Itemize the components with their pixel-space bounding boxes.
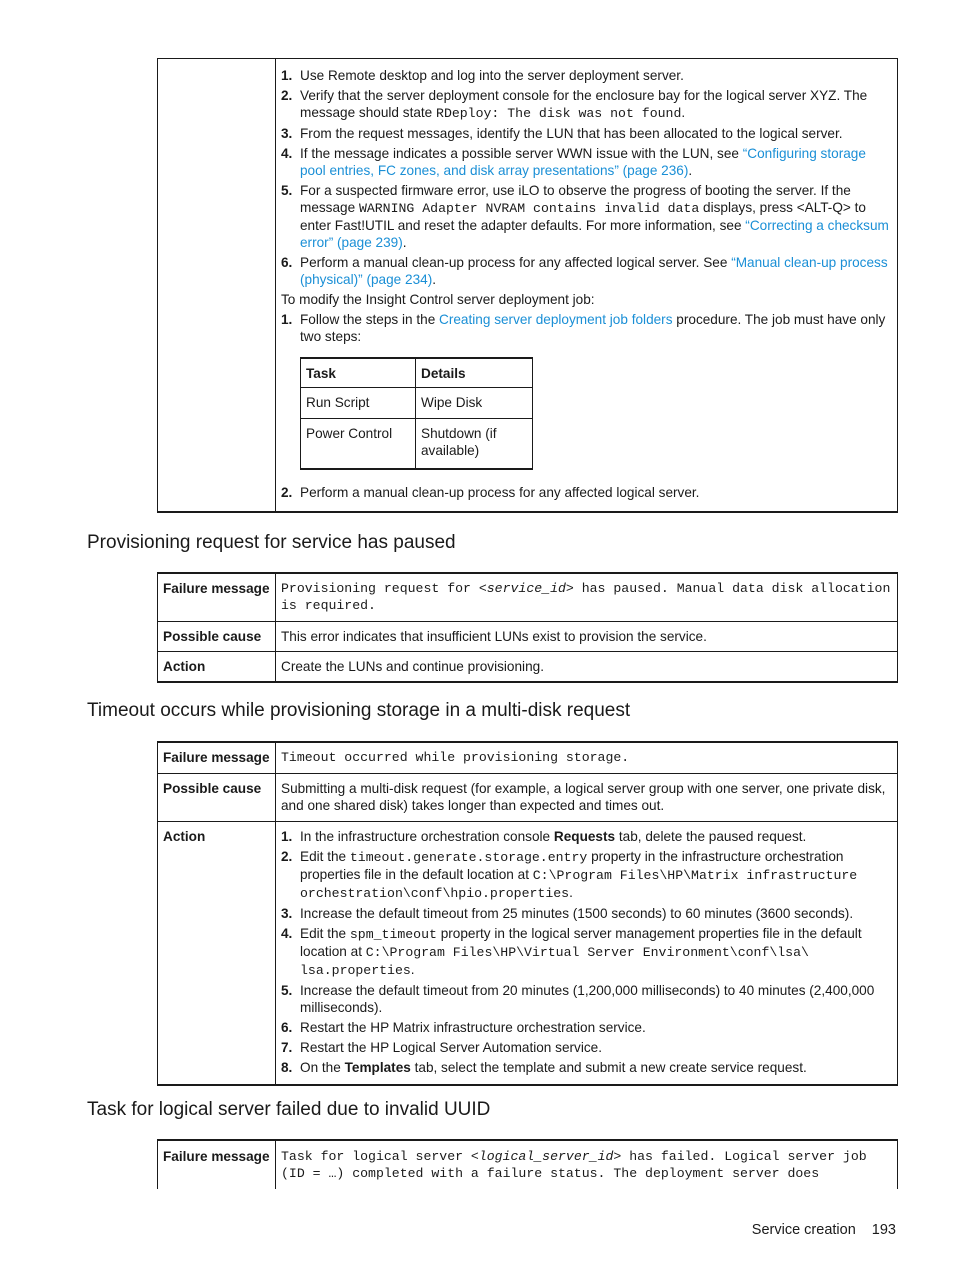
troubleshooting-table-continued bbox=[157, 58, 898, 513]
table-row bbox=[158, 742, 898, 774]
possible-cause-value: Submitting a multi-disk request (for example, a logical server group with one server, one private disk, and one shared disk) takes longer than expected and times out. bbox=[276, 774, 898, 822]
list-item: 3. Increase the default timeout from 25 minutes (1500 seconds) to 60 minutes (3600 seconds). bbox=[281, 906, 854, 921]
table-row bbox=[158, 652, 898, 683]
column-header: Details bbox=[416, 358, 533, 388]
table-row bbox=[158, 774, 898, 822]
list-item: 1. In the infrastructure orchestration console Requests tab, delete the paused request. bbox=[281, 829, 807, 844]
list-item: 2. Verify that the server deployment console for the enclosure bay for the logical server XYZ. The message should state RDeploy: The disk was not found. bbox=[281, 88, 868, 121]
section-heading-invalid-uuid: Task for logical server failed due to invalid UUID bbox=[87, 1099, 491, 1120]
list-item: 5. For a suspected firmware error, use iLO to observe the progress of booting the server. If the message WARNING Adapter NVRAM contains invalid data displays, press <ALT-Q> to enter Fast!UTIL and reset the adapter defaults. For more information, see “Correcting a checksum error” (page 239). bbox=[281, 183, 889, 250]
list-item: 1. Follow the steps in the Creating server deployment job folders procedure. The job must have only two steps: bbox=[281, 312, 886, 344]
failure-message-value: Timeout occurred while provisioning storage. bbox=[276, 742, 898, 774]
table-row bbox=[158, 1140, 898, 1189]
list-item: 2. Edit the timeout.generate.storage.entry property in the infrastructure orchestration properties file in the default location at C:\Program Files\HP\Matrix infrastructure orchestration\conf\hpio.properties. bbox=[281, 849, 858, 901]
failure-message-label: Failure message bbox=[158, 573, 276, 622]
table-cell: Wipe Disk bbox=[416, 388, 533, 419]
column-header: Task bbox=[301, 358, 416, 388]
list-item: 2. Perform a manual clean-up process for any affected logical server. bbox=[281, 485, 700, 500]
table-cell: Power Control bbox=[301, 419, 416, 470]
list-item: 3. From the request messages, identify the LUN that has been allocated to the logical server. bbox=[281, 126, 843, 141]
list-item: 4. If the message indicates a possible server WWN issue with the LUN, see “Configuring storage pool entries, FC zones, and disk array presentations” (page 236). bbox=[281, 146, 866, 178]
action-label: Action bbox=[158, 822, 276, 1086]
job-steps-table bbox=[300, 357, 533, 470]
list-item: 8. On the Templates tab, select the template and submit a new create service request. bbox=[281, 1060, 807, 1075]
timeout-table bbox=[157, 741, 898, 1086]
list-item: 4. Edit the spm_timeout property in the logical server management properties file in the default location at C:\Program Files\HP\Virtual Server Environment\conf\lsa\ lsa.properties. bbox=[281, 926, 862, 978]
modify-intro: To modify the Insight Control server deployment job: bbox=[281, 292, 595, 307]
modify-steps-continued bbox=[281, 484, 892, 501]
link-configuring-storage[interactable]: “Configuring storage pool entries, FC zones, and disk array presentations” (page 236) bbox=[300, 146, 866, 178]
table-row bbox=[158, 822, 898, 1086]
cleanup-steps bbox=[281, 67, 892, 288]
table-cell: Run Script bbox=[301, 388, 416, 419]
link-creating-job-folders[interactable]: Creating server deployment job folders bbox=[439, 312, 673, 327]
action-cell bbox=[276, 59, 898, 513]
page-number: 193 bbox=[871, 1222, 896, 1238]
link-correcting-checksum[interactable]: “Correcting a checksum error” (page 239) bbox=[300, 218, 889, 250]
table-row bbox=[158, 573, 898, 622]
list-item: 6. Restart the HP Matrix infrastructure orchestration service. bbox=[281, 1020, 646, 1035]
table-row bbox=[301, 419, 533, 470]
list-item: 1. Use Remote desktop and log into the server deployment server. bbox=[281, 68, 684, 83]
failure-message-label: Failure message bbox=[158, 1140, 276, 1189]
table-row bbox=[158, 622, 898, 652]
section-heading-provisioning-paused: Provisioning request for service has paused bbox=[87, 532, 456, 553]
list-item: 5. Increase the default timeout from 20 minutes (1,200,000 milliseconds) to 40 minutes (2,400,000 milliseconds). bbox=[281, 983, 875, 1015]
empty-label-cell bbox=[158, 59, 276, 513]
table-row bbox=[301, 388, 533, 419]
possible-cause-value: This error indicates that insufficient LUNs exist to provision the service. bbox=[276, 622, 898, 652]
failure-message-value: Provisioning request for <service_id> has paused. Manual data disk allocation is required. bbox=[276, 573, 898, 622]
table-cell: Shutdown (if available) bbox=[416, 419, 533, 470]
page-footer bbox=[752, 1222, 896, 1239]
action-steps bbox=[281, 828, 892, 1076]
provisioning-paused-table bbox=[157, 572, 898, 683]
possible-cause-label: Possible cause bbox=[158, 774, 276, 822]
action-label: Action bbox=[158, 652, 276, 683]
list-item: 7. Restart the HP Logical Server Automation service. bbox=[281, 1040, 602, 1055]
possible-cause-label: Possible cause bbox=[158, 622, 276, 652]
footer-section-title: Service creation bbox=[751, 1222, 856, 1238]
failure-message-label: Failure message bbox=[158, 742, 276, 774]
action-value bbox=[276, 822, 898, 1086]
invalid-uuid-table bbox=[157, 1139, 898, 1189]
action-value: Create the LUNs and continue provisioning. bbox=[276, 652, 898, 683]
link-manual-cleanup[interactable]: “Manual clean-up process (physical)” (page 234) bbox=[300, 255, 888, 287]
modify-steps bbox=[281, 311, 892, 345]
section-heading-timeout: Timeout occurs while provisioning storage in a multi-disk request bbox=[87, 700, 631, 721]
list-item: 6. Perform a manual clean-up process for any affected logical server. See “Manual clean-up process (physical)” (page 234). bbox=[281, 255, 888, 287]
failure-message-value: Task for logical server <logical_server_id> has failed. Logical server job (ID = …) completed with a failure status. The deployment server does bbox=[281, 1149, 867, 1181]
